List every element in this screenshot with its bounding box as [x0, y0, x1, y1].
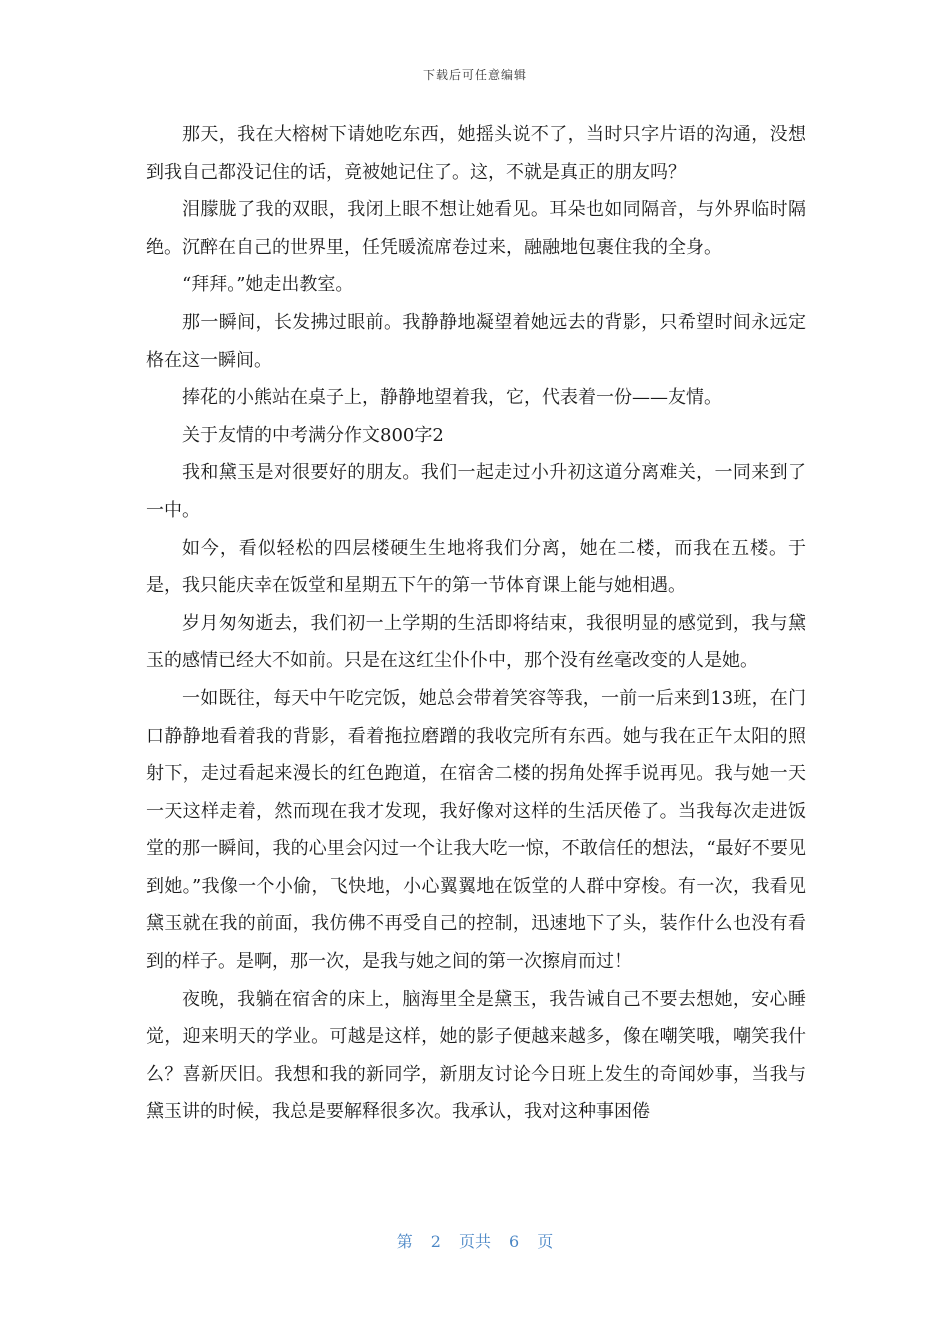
paragraph: 我和黛玉是对很要好的朋友。我们一起走过小升初这道分离难关，一同来到了一中。 [146, 462, 806, 521]
footer-di: 第 [396, 1232, 413, 1251]
document-body [146, 116, 806, 1131]
paragraph: 夜晚，我躺在宿舍的床上，脑海里全是黛玉，我告诫自己不要去想她，安心睡觉，迎来明天的学业。可越是这样，她的影子便越来越多，像在嘲笑哦，嘲笑我什么？喜新厌旧。我想和我的新同学，新朋友讨论今日班上发生的奇闻妙事，当我与黛玉讲的时候，我总是要解释很多次。我承认，我对这种事困倦 [146, 988, 806, 1123]
paragraph: “拜拜。”她走出教室。 [182, 274, 354, 296]
footer-total-pages: 6 [509, 1232, 520, 1251]
footer-ye: 页 [537, 1232, 554, 1251]
footer-ye-gong: 页共 [458, 1232, 491, 1251]
paragraph: 那一瞬间，长发拂过眼前。我静静地凝望着她远去的背影，只希望时间永远定格在这一瞬间。 [146, 311, 806, 371]
page-footer [0, 1229, 950, 1252]
paragraph: 一如既往，每天中午吃完饭，她总会带着笑容等我，一前一后来到13班，在门口静静地看着我的背影，看着拖拉磨蹭的我收完所有东西。她与我在正午太阳的照射下，走过看起来漫长的红色跑道，在宿舍二楼的拐角处挥手说再见。我与她一天一天这样走着，然而现在我才发现，我好像对这样的生活厌倦了。当我每次走进饭堂的那一瞬间，我的心里会闪过一个让我大吃一惊，不敢信任的想法，“最好不要见到她。”我像一个小偷，飞快地，小心翼翼地在饭堂的人群中穿梭。有一次，我看见黛玉就在我的前面，我仿佛不再受自己的控制，迅速地下了头，装作什么也没有看到的样子。是啊，那一次，是我与她之间的第一次擦肩而过！ [146, 687, 806, 973]
paragraph: 泪朦胧了我的双眼，我闭上眼不想让她看见。耳朵也如同隔音，与外界临时隔绝。沉醉在自己的世界里，任凭暖流席卷过来，融融地包裹住我的全身。 [146, 199, 806, 258]
paragraph: 捧花的小熊站在桌子上，静静地望着我，它，代表着一份——友情。 [182, 387, 722, 409]
paragraph: 如今，看似轻松的四层楼硬生生地将我们分离，她在二楼，而我在五楼。于是，我只能庆幸在饭堂和星期五下午的第一节体育课上能与她相遇。 [146, 537, 806, 597]
section-title: 关于友情的中考满分作文800字2 [182, 424, 444, 446]
page-header: 下载后可任意编辑 [422, 68, 527, 82]
footer-page-number: 2 [430, 1232, 441, 1251]
paragraph: 那天，我在大榕树下请她吃东西，她摇头说不了，当时只字片语的沟通，没想到我自己都没记住的话，竟被她记住了。这，不就是真正的朋友吗？ [146, 124, 806, 183]
paragraph: 岁月匆匆逝去，我们初一上学期的生活即将结束，我很明显的感觉到，我与黛玉的感情已经大不如前。只是在这红尘仆仆中，那个没有丝毫改变的人是她。 [146, 612, 806, 672]
